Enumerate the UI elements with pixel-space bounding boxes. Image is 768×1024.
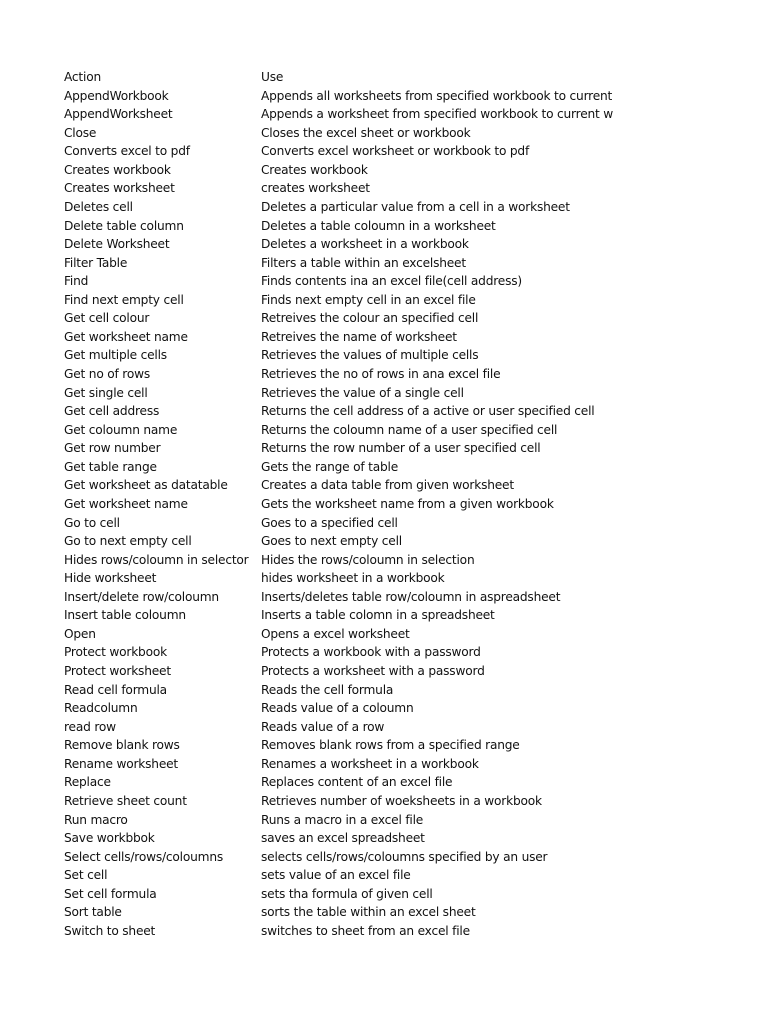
use-cell: Creates workbook (261, 162, 368, 177)
table-row (64, 551, 701, 570)
use-cell: creates worksheet (261, 181, 370, 196)
table-row (64, 699, 701, 718)
use-cell: Runs a macro in a excel file (261, 812, 424, 827)
use-cell: Deletes a worksheet in a workbook (261, 237, 469, 252)
table-row (64, 662, 701, 681)
header-row (64, 68, 701, 87)
action-cell: Converts excel to pdf (64, 144, 190, 159)
use-cell: Retrieves the value of a single cell (261, 385, 464, 400)
use-cell: Closes the excel sheet or workbook (261, 125, 471, 140)
use-cell: sets tha formula of given cell (261, 886, 433, 901)
table-row (64, 922, 701, 941)
use-cell: Finds contents ina an excel file(cell address) (261, 274, 522, 289)
table-row (64, 254, 701, 273)
use-cell: Returns the row number of a user specified cell (261, 441, 541, 456)
table-row (64, 384, 701, 403)
use-cell: Filters a table within an excelsheet (261, 255, 466, 270)
action-cell: Delete Worksheet (64, 237, 170, 252)
use-cell: Goes to a specified cell (261, 515, 398, 530)
table-row (64, 848, 701, 867)
use-cell: Creates a data table from given worksheet (261, 478, 514, 493)
use-cell: saves an excel spreadsheet (261, 831, 425, 846)
action-cell: Get worksheet name (64, 329, 188, 344)
table-row (64, 606, 701, 625)
action-cell: Run macro (64, 812, 128, 827)
action-cell: Find next empty cell (64, 292, 184, 307)
use-cell: Removes blank rows from a specified range (261, 738, 520, 753)
table-body (64, 68, 701, 940)
table-row (64, 643, 701, 662)
table-row (64, 885, 701, 904)
action-cell: Retrieve sheet count (64, 793, 187, 808)
use-cell: Reads value of a row (261, 719, 385, 734)
table-row (64, 495, 701, 514)
use-cell: Gets the worksheet name from a given workbook (261, 496, 554, 511)
table-row (64, 346, 701, 365)
table-row (64, 217, 701, 236)
use-cell: Deletes a particular value from a cell in a worksheet (261, 199, 570, 214)
table-row (64, 792, 701, 811)
use-cell: Inserts a table colomn in a spreadsheet (261, 608, 495, 623)
use-cell: Protects a workbook with a password (261, 645, 481, 660)
table-row (64, 179, 701, 198)
table-row (64, 829, 701, 848)
use-cell: Reads the cell formula (261, 682, 394, 697)
use-cell: Opens a excel worksheet (261, 626, 410, 641)
use-cell: Hides the rows/coloumn in selection (261, 552, 475, 567)
use-cell: Renames a worksheet in a workbook (261, 756, 479, 771)
action-cell: Get table range (64, 459, 157, 474)
table-row (64, 773, 701, 792)
action-cell: Sort table (64, 905, 122, 920)
action-cell: Replace (64, 775, 111, 790)
table-row (64, 124, 701, 143)
action-cell: Delete table column (64, 218, 184, 233)
action-cell: Remove blank rows (64, 738, 180, 753)
action-cell: Insert table coloumn (64, 608, 186, 623)
action-cell: Protect worksheet (64, 664, 171, 678)
action-cell: Set cell (64, 868, 108, 883)
use-cell: Replaces content of an excel file (261, 775, 453, 790)
action-cell: Switch to sheet (64, 923, 156, 938)
action-cell: Go to next empty cell (64, 534, 192, 549)
table-row (64, 903, 701, 922)
action-cell: Get single cell (64, 385, 148, 400)
header-use: Use (261, 70, 284, 84)
table-row (64, 811, 701, 830)
action-cell: Get cell address (64, 404, 160, 419)
action-cell: Protect workbook (64, 645, 167, 660)
action-cell: Hides rows/coloumn in selector (64, 552, 249, 567)
action-cell: Filter Table (64, 255, 128, 270)
table-row (64, 625, 701, 644)
action-cell: Find (64, 274, 89, 289)
table-row (64, 588, 701, 607)
use-cell: Finds next empty cell in an excel file (261, 292, 476, 307)
table-row (64, 402, 701, 421)
use-cell: Retrieves number of woeksheets in a workbook (261, 793, 542, 808)
action-cell: Readcolumn (64, 701, 138, 716)
action-cell: Get multiple cells (64, 348, 167, 363)
action-cell: Deletes cell (64, 199, 133, 214)
table-row (64, 532, 701, 551)
use-cell: Deletes a table coloumn in a worksheet (261, 218, 496, 233)
table-row (64, 458, 701, 477)
action-cell: Go to cell (64, 515, 120, 530)
table-row (64, 142, 701, 161)
action-cell: Get worksheet name (64, 496, 188, 511)
table-row (64, 718, 701, 737)
action-cell: Get cell colour (64, 311, 150, 326)
table-row (64, 272, 701, 291)
use-cell: selects cells/rows/coloumns specified by an user (261, 849, 548, 864)
action-cell: Close (64, 125, 97, 140)
use-cell: Appends all worksheets from specified workbook to current (261, 88, 613, 103)
table-row (64, 421, 701, 440)
table-row (64, 328, 701, 347)
use-cell: Returns the coloumn name of a user specified cell (261, 422, 558, 437)
use-cell: Goes to next empty cell (261, 534, 402, 549)
table-row (64, 514, 701, 533)
table-row (64, 569, 701, 588)
action-use-table (64, 68, 701, 940)
use-cell: Retrieves the no of rows in ana excel file (261, 367, 501, 381)
use-cell: Retreives the name of worksheet (261, 329, 457, 344)
action-cell: Get no of rows (64, 367, 150, 381)
use-cell: Returns the cell address of a active or user specified cell (261, 404, 595, 419)
use-cell: sets value of an excel file (261, 868, 411, 883)
table-row (64, 309, 701, 328)
table-row (64, 87, 701, 106)
use-cell: Reads value of a coloumn (261, 701, 414, 716)
action-cell: Rename worksheet (64, 756, 178, 771)
table-row (64, 439, 701, 458)
action-cell: Insert/delete row/coloumn (64, 589, 219, 604)
table-row (64, 105, 701, 124)
action-cell: Select cells/rows/coloumns (64, 849, 223, 864)
use-cell: Appends a worksheet from specified workbook to current w (261, 107, 614, 122)
action-cell: AppendWorksheet (64, 107, 173, 122)
action-cell: Set cell formula (64, 886, 157, 901)
use-cell: Converts excel worksheet or workbook to pdf (261, 144, 530, 159)
action-cell: Open (64, 626, 96, 641)
table-row (64, 291, 701, 310)
use-cell: sorts the table within an excel sheet (261, 905, 476, 920)
header-action: Action (64, 70, 101, 84)
use-cell: Retrieves the values of multiple cells (261, 348, 479, 363)
table-row (64, 161, 701, 180)
use-cell: Retreives the colour an specified cell (261, 311, 479, 326)
use-cell: switches to sheet from an excel file (261, 923, 470, 938)
action-cell: Get coloumn name (64, 422, 178, 437)
use-cell: Inserts/deletes table row/coloumn in aspreadsheet (261, 589, 561, 604)
action-cell: Hide worksheet (64, 571, 157, 586)
action-cell: read row (64, 719, 116, 734)
table-row (64, 866, 701, 885)
action-cell: Get row number (64, 441, 161, 456)
action-cell: Get worksheet as datatable (64, 478, 228, 493)
action-cell: AppendWorkbook (64, 88, 169, 103)
table-row (64, 736, 701, 755)
use-cell: Protects a worksheet with a password (261, 664, 485, 678)
action-cell: Save workbbok (64, 831, 155, 846)
table-row (64, 476, 701, 495)
action-cell: Read cell formula (64, 682, 167, 697)
table-row (64, 681, 701, 700)
action-cell: Creates workbook (64, 162, 171, 177)
table-row (64, 365, 701, 384)
action-cell: Creates worksheet (64, 181, 175, 196)
table-row (64, 235, 701, 254)
table-row (64, 198, 701, 217)
use-cell: Gets the range of table (261, 459, 399, 474)
table-row (64, 755, 701, 774)
use-cell: hides worksheet in a workbook (261, 571, 445, 586)
